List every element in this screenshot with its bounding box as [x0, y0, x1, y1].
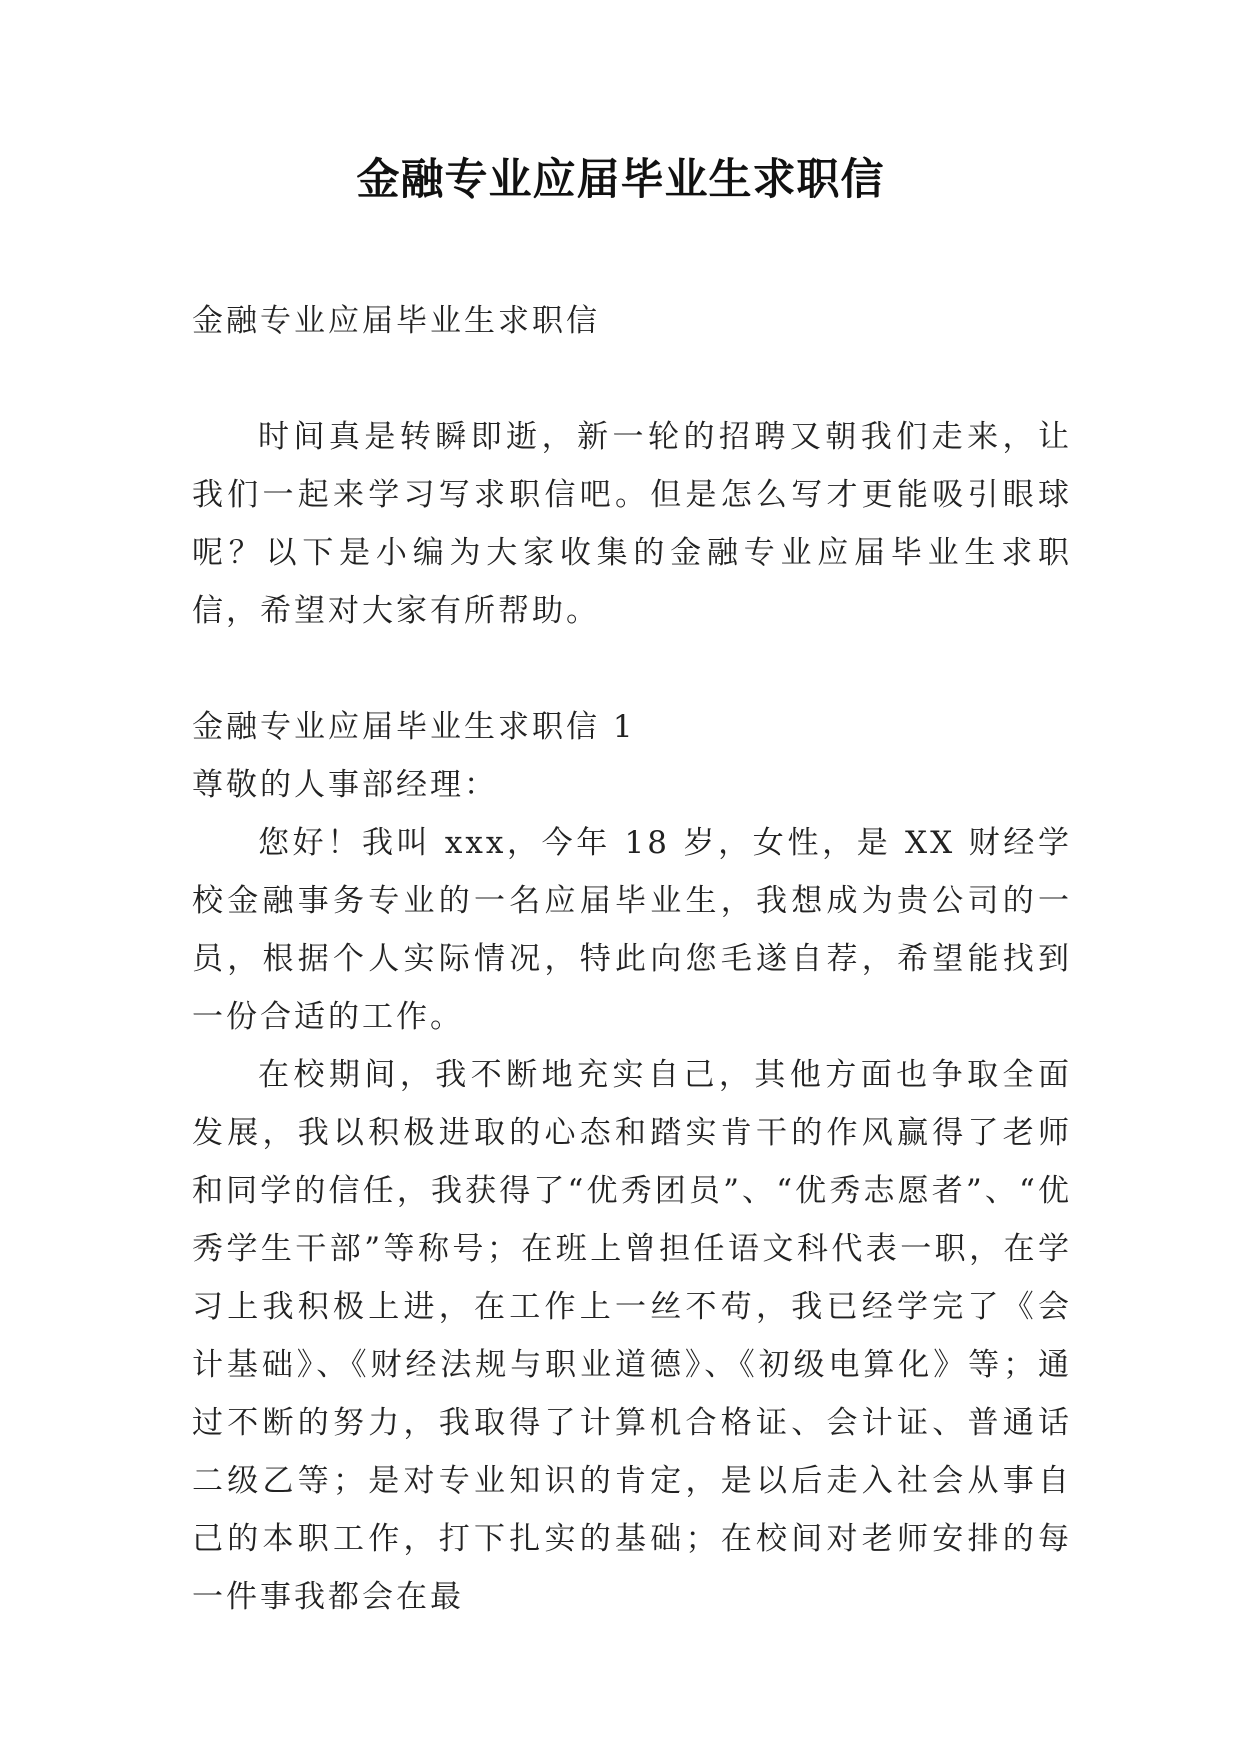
letter-heading: 金融专业应届毕业生求职信 1: [192, 709, 636, 745]
document-body: [192, 292, 1072, 1626]
letter-paragraph-2: 在校期间，我不断地充实自己，其他方面也争取全面发展，我以积极进取的心态和踏实肯干的作风赢得了老师和同学的信任，我获得了“优秀团员”、“优秀志愿者”、“优秀学生干部”等称号；在班上曾担任语文科代表一职，在学习上我积极上进，在工作上一丝不苟，我已经学完了《会计基础》、《财经法规与职业道德》、《初级电算化》等；通过不断的努力，我取得了计算机合格证、会计证、普通话二级乙等；是对专业知识的肯定，是以后走入社会从事自己的本职工作，打下扎实的基础；在校间对老师安排的每一件事我都会在最: [192, 1057, 1072, 1615]
document-subtitle: 金融专业应届毕业生求职信: [192, 303, 600, 339]
intro-paragraph: 时间真是转瞬即逝，新一轮的招聘又朝我们走来，让我们一起来学习写求职信吧。但是怎么写才更能吸引眼球呢？以下是小编为大家收集的金融专业应届毕业生求职信，希望对大家有所帮助。: [192, 419, 1072, 629]
letter-paragraph-1: 您好！我叫 xxx，今年 18 岁，女性，是 XX 财经学校金融事务专业的一名应届毕业生，我想成为贵公司的一员，根据个人实际情况，特此向您毛遂自荐，希望能找到一份合适的工作。: [192, 825, 1072, 1035]
document-title: 金融专业应届毕业生求职信: [356, 155, 885, 205]
salutation: 尊敬的人事部经理：: [192, 767, 498, 803]
